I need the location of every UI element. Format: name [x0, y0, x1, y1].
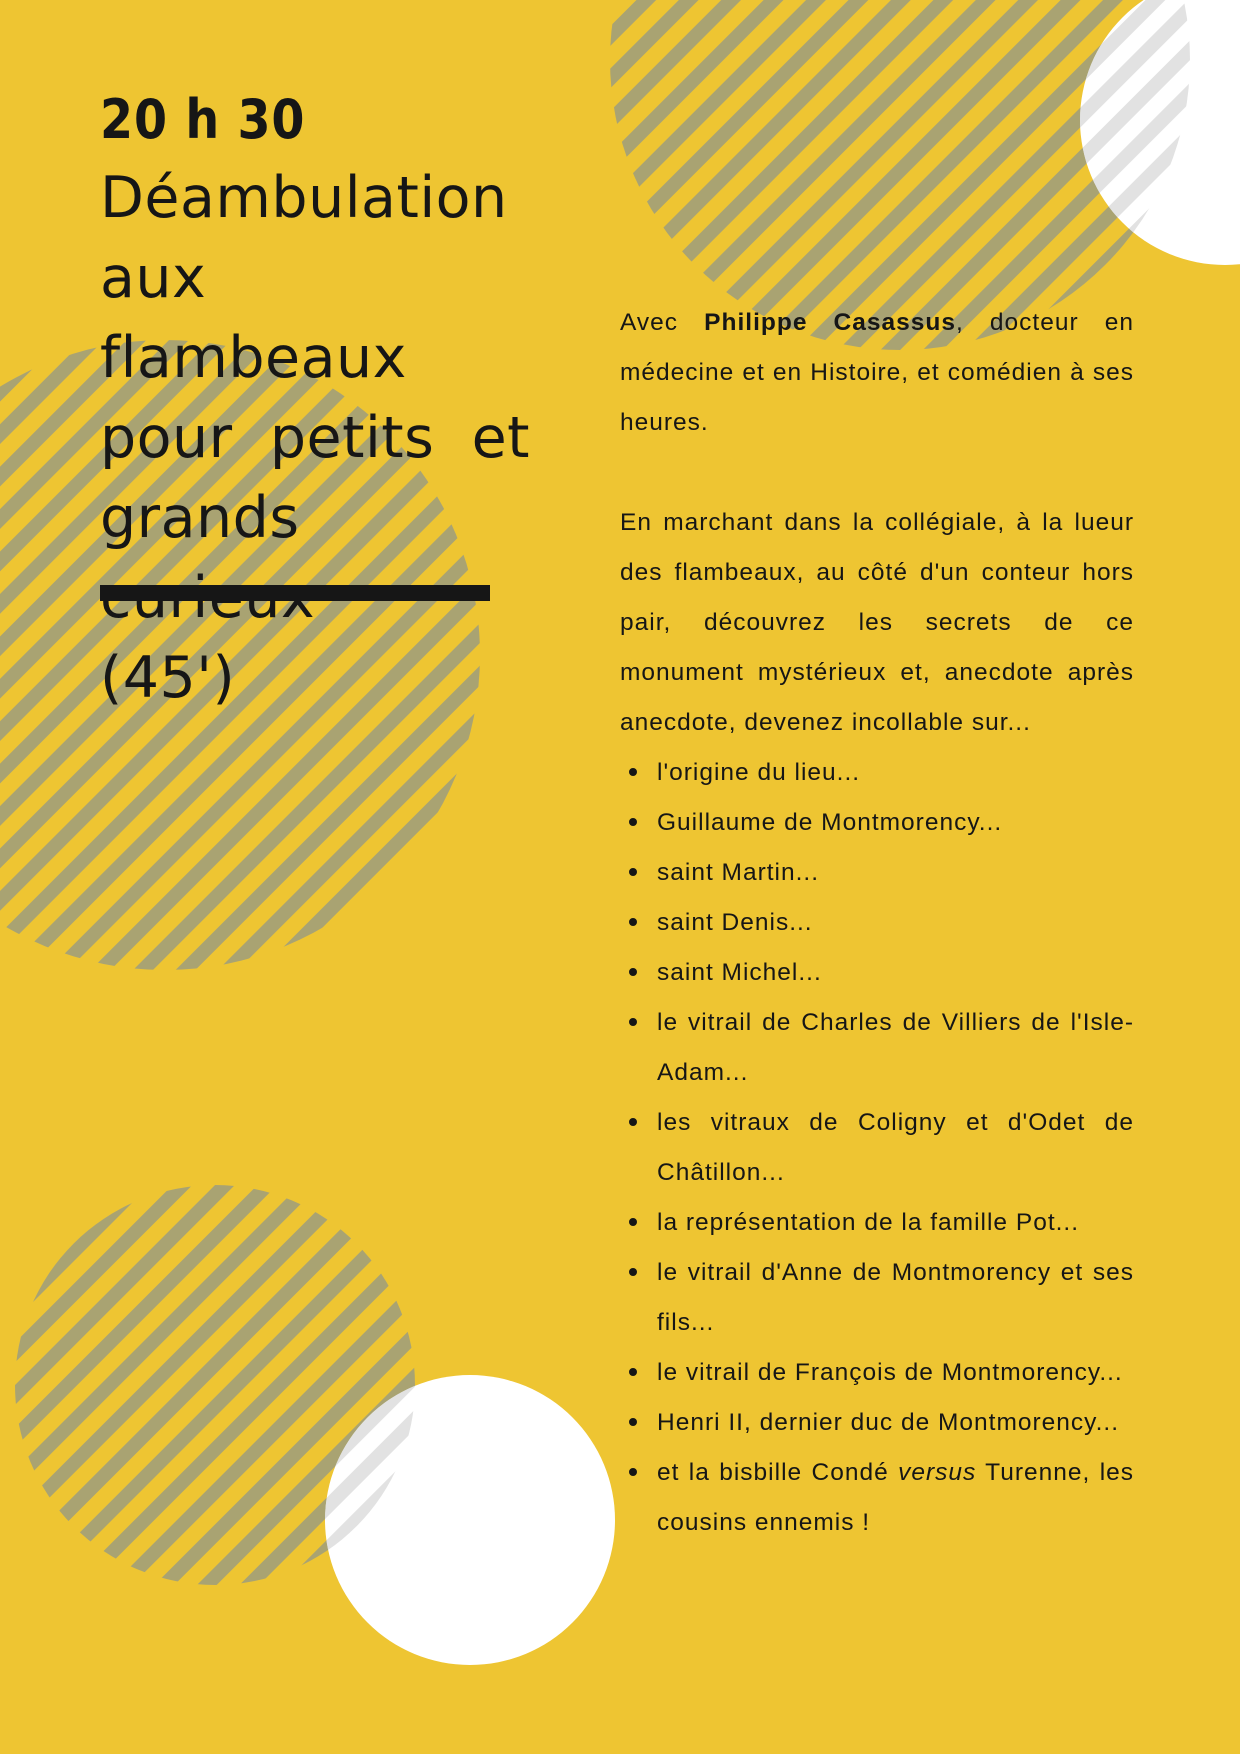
bullet-icon: [629, 768, 637, 776]
list-item: le vitrail d'Anne de Montmorency et ses fils...: [657, 1248, 1134, 1348]
bullet-icon: [629, 1118, 637, 1126]
bullet-icon: [629, 1418, 637, 1426]
title-divider: [100, 585, 490, 601]
intro-paragraph: Avec Philippe Casassus, docteur en médecine et en Histoire, et comédien à ses heures.: [620, 309, 1134, 436]
bullet-icon: [629, 1268, 637, 1276]
list-item: Henri II, dernier duc de Montmorency...: [657, 1398, 1134, 1448]
header-block: [100, 82, 530, 718]
title-line: pour petits et: [100, 405, 530, 471]
description-block: [620, 298, 1134, 1548]
title-line: grands: [100, 485, 300, 551]
topic-list: [620, 748, 1134, 1548]
list-item: saint Martin...: [657, 848, 1134, 898]
bullet-icon: [629, 1468, 637, 1476]
list-item: saint Michel...: [657, 948, 1134, 998]
bullet-icon: [629, 968, 637, 976]
list-item: Guillaume de Montmorency...: [657, 798, 1134, 848]
bullet-icon: [629, 1218, 637, 1226]
event-title: [100, 158, 530, 718]
bullet-icon: [629, 918, 637, 926]
event-time: 20 h 30: [100, 88, 306, 151]
title-line: (45'): [100, 645, 236, 711]
description-paragraph: En marchant dans la collégiale, à la lueur des flambeaux, au côté d'un conteur hors pair, découvrez les secrets de ce monument mystérieux et, anecdote après anecdote, devenez incollable sur...: [620, 509, 1134, 736]
bullet-icon: [629, 818, 637, 826]
list-item: saint Denis...: [657, 898, 1134, 948]
list-item: la représentation de la famille Pot...: [657, 1198, 1134, 1248]
title-line: aux flambeaux: [100, 245, 407, 391]
list-item: le vitrail de Charles de Villiers de l'Isle-Adam...: [657, 998, 1134, 1098]
list-item: les vitraux de Coligny et d'Odet de Châtillon...: [657, 1098, 1134, 1198]
speaker-name: Philippe Casassus: [704, 309, 956, 336]
bullet-icon: [629, 1368, 637, 1376]
bullet-icon: [629, 868, 637, 876]
title-line: Déambulation: [100, 165, 508, 231]
list-item: l'origine du lieu...: [657, 748, 1134, 798]
list-item: et la bisbille Condé versus Turenne, les cousins ennemis !: [657, 1448, 1134, 1548]
bullet-icon: [629, 1018, 637, 1026]
list-item: le vitrail de François de Montmorency...: [657, 1348, 1134, 1398]
